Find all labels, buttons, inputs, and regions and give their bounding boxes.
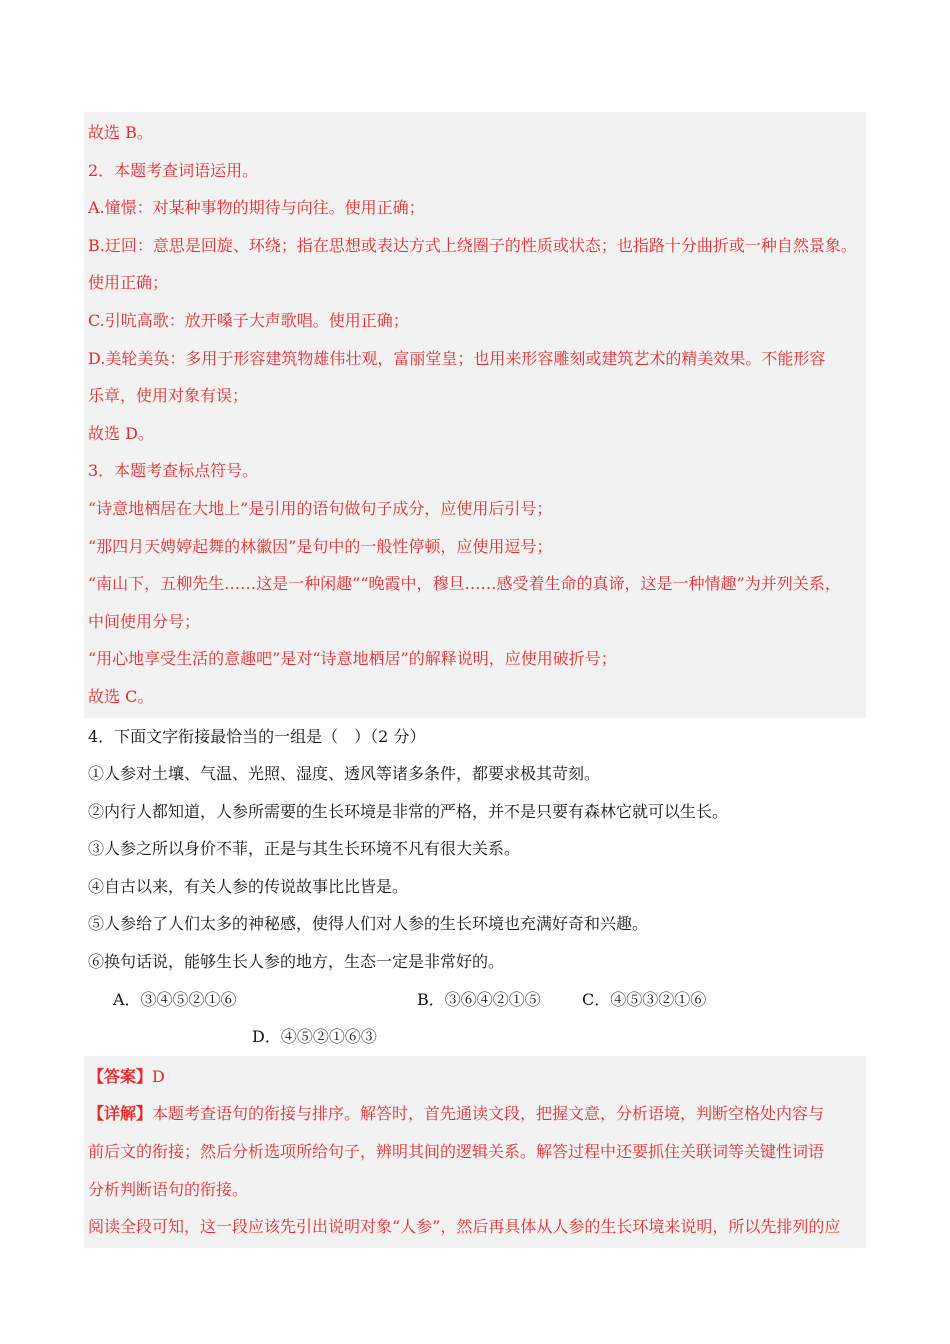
analysis-line: “那四月天娉婷起舞的林徽因”是句中的一般性停顿，应使用逗号； [88, 536, 553, 556]
analysis-line: 故选 B。 [88, 123, 153, 142]
answer-line [88, 1058, 866, 1096]
question-sentence: ⑥换句话说，能够生长人参的地方，生态一定是非常好的。 [88, 952, 505, 972]
detail-text: 本题考查语句的衔接与排序。解答时，首先通读文段，把握文意，分析语境，判断空格处内容与 [152, 1104, 825, 1124]
analysis-line: “南山下，五柳先生……这是一种闲趣”“晚霞中，穆旦……感受着生命的真谛，这是一种情趣”为并列关系， [88, 574, 841, 594]
analysis-line: “用心地享受生活的意趣吧”是对“诗意地栖居”的解释说明，应使用破折号； [88, 649, 617, 669]
analysis-line: C.引吭高歌：放开嗓子大声歌唱。使用正确； [88, 310, 409, 330]
analysis-line: 使用正确； [88, 273, 169, 293]
analysis-block-top [84, 112, 866, 718]
question-sentence: ③人参之所以身价不菲，正是与其生长环境不凡有很大关系。 [88, 839, 521, 859]
options-row-1 [84, 981, 866, 1019]
analysis-line: 故选 D。 [88, 423, 154, 443]
question-sentence: ⑤人参给了人们太多的神秘感，使得人们对人参的生长环境也充满好奇和兴趣。 [88, 914, 649, 934]
analysis-line: 2．本题考查词语运用。 [88, 160, 259, 180]
analysis-line: 乐章，使用对象有误； [88, 386, 249, 406]
question-stem: 4．下面文字衔接最恰当的一组是（ ）（2 分） [88, 726, 426, 746]
detail-line [88, 1095, 866, 1133]
question-sentence: ②内行人都知道，人参所需要的生长环境是非常的严格，并不是只要有森林它就可以生长。 [88, 801, 729, 821]
document-page [84, 112, 866, 1248]
answer-value: D [152, 1066, 165, 1086]
detail-line: 分析判断语句的衔接。 [88, 1179, 249, 1199]
analysis-line: B.迂回：意思是回旋、环绕；指在思想或表达方式上绕圈子的性质或状态；也指路十分曲折或一种自然景象。 [88, 235, 857, 255]
analysis-line: “诗意地栖居在大地上”是引用的语句做句子成分，应使用后引号； [88, 498, 553, 518]
analysis-line: 中间使用分号； [88, 611, 201, 631]
question-4 [84, 718, 866, 1056]
option-b: B．③⑥④②①⑤ [417, 989, 541, 1009]
option-a: A．③④⑤②①⑥ [113, 989, 237, 1009]
analysis-line: 故选 C。 [88, 686, 154, 706]
analysis-line: D.美轮美奂：多用于形容建筑物雄伟壮观，富丽堂皇；也用来形容雕刻或建筑艺术的精美效果。不能形容 [88, 348, 826, 368]
detail-line: 前后文的衔接；然后分析选项所给句子，辨明其间的逻辑关系。解答过程中还要抓住关联词等关键性词语 [88, 1142, 825, 1162]
analysis-line: A.憧憬：对某种事物的期待与向往。使用正确； [88, 198, 425, 218]
option-d: D．④⑤②①⑥③ [252, 1027, 377, 1047]
answer-tag: 【答案】 [88, 1066, 153, 1086]
detail-line: 阅读全段可知，这一段应该先引出说明对象“人参”，然后再具体从人参的生长环境来说明，所以先排列的应 [88, 1217, 841, 1237]
analysis-line: 3．本题考查标点符号。 [88, 461, 259, 481]
option-c: C．④⑤③②①⑥ [582, 989, 707, 1009]
detail-tag: 【详解】 [88, 1104, 153, 1124]
options-row-2 [84, 1018, 866, 1056]
question-sentence: ④自古以来，有关人参的传说故事比比皆是。 [88, 876, 409, 896]
answer-block [84, 1056, 866, 1248]
question-sentence: ①人参对土壤、气温、光照、湿度、透风等诸多条件，都要求极其苛刻。 [88, 764, 601, 784]
